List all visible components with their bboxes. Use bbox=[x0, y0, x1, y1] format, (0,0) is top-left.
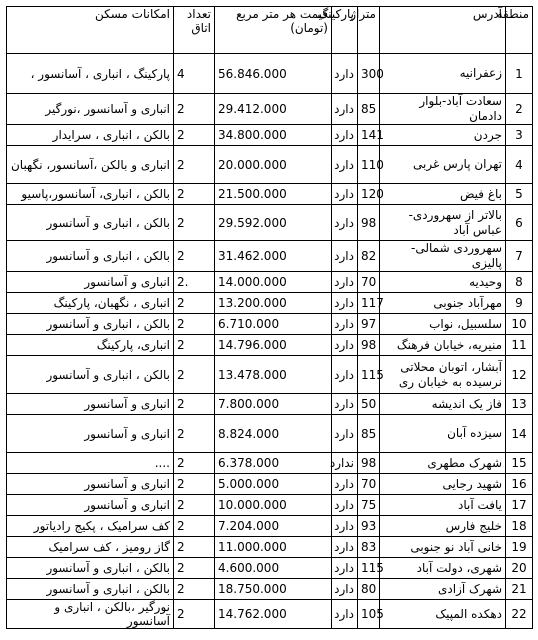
cell-zone: 9 bbox=[506, 293, 533, 314]
cell-rooms: 2 bbox=[174, 94, 215, 125]
cell-zone: 22 bbox=[506, 600, 533, 629]
cell-parking: ندارد bbox=[332, 453, 358, 474]
cell-rooms: 2 bbox=[174, 241, 215, 272]
cell-zone: 1 bbox=[506, 54, 533, 94]
cell-parking: دارد bbox=[332, 495, 358, 516]
cell-parking: دارد bbox=[332, 94, 358, 125]
cell-address: شهری، دولت آباد bbox=[380, 558, 506, 579]
table-row bbox=[7, 241, 533, 272]
cell-amenities: انباری و بالکن ،آسانسور، نگهبان bbox=[7, 146, 174, 184]
cell-zone: 13 bbox=[506, 394, 533, 415]
table-row bbox=[7, 54, 533, 94]
cell-rooms: 2 bbox=[174, 394, 215, 415]
cell-address: سلسبیل، نواب bbox=[380, 314, 506, 335]
cell-address: خانی آباد نو جنوبی bbox=[380, 537, 506, 558]
cell-zone: 3 bbox=[506, 125, 533, 146]
cell-address: فاز یک اندیشه bbox=[380, 394, 506, 415]
table-row bbox=[7, 453, 533, 474]
table-row bbox=[7, 272, 533, 293]
cell-area: 75 bbox=[358, 495, 380, 516]
cell-amenities: گاز رومیز ، کف سرامیک bbox=[7, 537, 174, 558]
cell-address: زعفرانیه bbox=[380, 54, 506, 94]
cell-area: 141 bbox=[358, 125, 380, 146]
cell-area: 85 bbox=[358, 415, 380, 453]
table-row bbox=[7, 146, 533, 184]
cell-price: 5.000.000 bbox=[215, 474, 332, 495]
cell-parking: دارد bbox=[332, 516, 358, 537]
table-row bbox=[7, 335, 533, 356]
table-row bbox=[7, 537, 533, 558]
cell-price: 20.000.000 bbox=[215, 146, 332, 184]
cell-parking: دارد bbox=[332, 125, 358, 146]
table-row bbox=[7, 184, 533, 205]
header-address: آدرس bbox=[380, 7, 506, 54]
header-row bbox=[7, 7, 533, 54]
header-amenities: امکانات مسکن bbox=[7, 7, 174, 54]
cell-amenities: بالکن ، انباری و آسانسور bbox=[7, 314, 174, 335]
cell-zone: 15 bbox=[506, 453, 533, 474]
cell-rooms: 2 bbox=[174, 600, 215, 629]
cell-address: سهروردی شمالی-پالیزی bbox=[380, 241, 506, 272]
table-row bbox=[7, 94, 533, 125]
cell-zone: 2 bbox=[506, 94, 533, 125]
table-row bbox=[7, 495, 533, 516]
cell-area: 80 bbox=[358, 579, 380, 600]
cell-price: 29.412.000 bbox=[215, 94, 332, 125]
table-row bbox=[7, 415, 533, 453]
cell-price: 8.824.000 bbox=[215, 415, 332, 453]
cell-zone: 21 bbox=[506, 579, 533, 600]
cell-price: 14.762.000 bbox=[215, 600, 332, 629]
cell-address: بالاتر از سهروردی- عباس آباد bbox=[380, 205, 506, 241]
cell-address: شهرک آزادی bbox=[380, 579, 506, 600]
cell-rooms: 2 bbox=[174, 516, 215, 537]
cell-price: 21.500.000 bbox=[215, 184, 332, 205]
cell-amenities: بالکن ، انباری و آسانسور bbox=[7, 205, 174, 241]
cell-address: خلیج فارس bbox=[380, 516, 506, 537]
table-row bbox=[7, 314, 533, 335]
cell-address: شهرک مطهری bbox=[380, 453, 506, 474]
cell-address: سیزده آبان bbox=[380, 415, 506, 453]
header-parking: پارکینگ bbox=[332, 7, 358, 54]
table-row bbox=[7, 293, 533, 314]
cell-amenities: انباری و آسانسور bbox=[7, 415, 174, 453]
cell-address: مهرآباد جنوبی bbox=[380, 293, 506, 314]
cell-price: 18.750.000 bbox=[215, 579, 332, 600]
cell-area: 110 bbox=[358, 146, 380, 184]
cell-amenities: انباری، پارکینگ bbox=[7, 335, 174, 356]
table-row bbox=[7, 474, 533, 495]
cell-parking: دارد bbox=[332, 54, 358, 94]
cell-amenities: نورگیر ،بالکن ، انباری و آسانسور bbox=[7, 600, 174, 629]
cell-parking: دارد bbox=[332, 272, 358, 293]
cell-rooms: 2 bbox=[174, 415, 215, 453]
cell-address: تهران پارس غربی bbox=[380, 146, 506, 184]
cell-price: 13.478.000 bbox=[215, 356, 332, 394]
cell-area: 83 bbox=[358, 537, 380, 558]
cell-address: باغ فیض bbox=[380, 184, 506, 205]
table-row bbox=[7, 356, 533, 394]
cell-price: 14.796.000 bbox=[215, 335, 332, 356]
cell-zone: 12 bbox=[506, 356, 533, 394]
cell-area: 120 bbox=[358, 184, 380, 205]
cell-area: 85 bbox=[358, 94, 380, 125]
cell-address: وحیدیه bbox=[380, 272, 506, 293]
cell-amenities: انباری ، نگهبان، پارکینگ bbox=[7, 293, 174, 314]
cell-parking: دارد bbox=[332, 335, 358, 356]
cell-parking: دارد bbox=[332, 558, 358, 579]
cell-area: 98 bbox=[358, 335, 380, 356]
cell-amenities: بالکن ، انباری و آسانسور bbox=[7, 579, 174, 600]
cell-zone: 11 bbox=[506, 335, 533, 356]
table-row bbox=[7, 579, 533, 600]
cell-zone: 8 bbox=[506, 272, 533, 293]
cell-parking: دارد bbox=[332, 146, 358, 184]
header-price: قیمت هر متر مربع (تومان) bbox=[215, 7, 332, 54]
cell-rooms: 2 bbox=[174, 537, 215, 558]
header-rooms: تعداد اتاق bbox=[174, 7, 215, 54]
cell-rooms: 2 bbox=[174, 314, 215, 335]
table-body bbox=[7, 54, 533, 629]
cell-rooms: 2 bbox=[174, 495, 215, 516]
cell-amenities: بالکن ، انباری و آسانسور bbox=[7, 558, 174, 579]
cell-rooms: 2 bbox=[174, 184, 215, 205]
cell-parking: دارد bbox=[332, 293, 358, 314]
cell-rooms: 2 bbox=[174, 125, 215, 146]
cell-rooms: 2 bbox=[174, 293, 215, 314]
cell-area: 115 bbox=[358, 356, 380, 394]
cell-rooms: 2 bbox=[174, 579, 215, 600]
cell-area: 93 bbox=[358, 516, 380, 537]
cell-price: 56.846.000 bbox=[215, 54, 332, 94]
cell-rooms: 2 bbox=[174, 453, 215, 474]
cell-parking: دارد bbox=[332, 579, 358, 600]
cell-area: 105 bbox=[358, 600, 380, 629]
cell-zone: 4 bbox=[506, 146, 533, 184]
table-row bbox=[7, 558, 533, 579]
header-zone: منطقه bbox=[506, 7, 533, 54]
cell-price: 7.800.000 bbox=[215, 394, 332, 415]
cell-amenities: .... bbox=[7, 453, 174, 474]
cell-area: 50 bbox=[358, 394, 380, 415]
cell-area: 82 bbox=[358, 241, 380, 272]
cell-zone: 14 bbox=[506, 415, 533, 453]
cell-area: 97 bbox=[358, 314, 380, 335]
cell-zone: 20 bbox=[506, 558, 533, 579]
cell-area: 115 bbox=[358, 558, 380, 579]
cell-price: 7.204.000 bbox=[215, 516, 332, 537]
cell-price: 4.600.000 bbox=[215, 558, 332, 579]
cell-parking: دارد bbox=[332, 600, 358, 629]
cell-area: 117 bbox=[358, 293, 380, 314]
cell-zone: 5 bbox=[506, 184, 533, 205]
cell-amenities: انباری و آسانسور bbox=[7, 272, 174, 293]
cell-address: یافت آباد bbox=[380, 495, 506, 516]
cell-price: 6.378.000 bbox=[215, 453, 332, 474]
cell-address: آبشار، اتوبان محلاتی نرسیده به خیابان ری bbox=[380, 356, 506, 394]
cell-rooms: 2 bbox=[174, 474, 215, 495]
cell-parking: دارد bbox=[332, 537, 358, 558]
cell-address: منیریه، خیابان فرهنگ bbox=[380, 335, 506, 356]
cell-area: 70 bbox=[358, 272, 380, 293]
cell-parking: دارد bbox=[332, 415, 358, 453]
cell-price: 31.462.000 bbox=[215, 241, 332, 272]
cell-price: 14.000.000 bbox=[215, 272, 332, 293]
cell-parking: دارد bbox=[332, 184, 358, 205]
cell-zone: 19 bbox=[506, 537, 533, 558]
table-row bbox=[7, 394, 533, 415]
cell-area: 300 bbox=[358, 54, 380, 94]
cell-area: 70 bbox=[358, 474, 380, 495]
cell-amenities: انباری و آسانسور bbox=[7, 474, 174, 495]
cell-rooms: 2 bbox=[174, 335, 215, 356]
cell-amenities: بالکن ، انباری ، سرایدار bbox=[7, 125, 174, 146]
cell-amenities: کف سرامیک ، پکیج رادیاتور bbox=[7, 516, 174, 537]
table-row bbox=[7, 600, 533, 629]
cell-zone: 17 bbox=[506, 495, 533, 516]
cell-parking: دارد bbox=[332, 205, 358, 241]
cell-parking: دارد bbox=[332, 241, 358, 272]
cell-rooms: 2 bbox=[174, 356, 215, 394]
cell-amenities: بالکن ، انباری و آسانسور bbox=[7, 356, 174, 394]
cell-zone: 18 bbox=[506, 516, 533, 537]
cell-amenities: انباری و آسانسور bbox=[7, 394, 174, 415]
table-row bbox=[7, 205, 533, 241]
cell-zone: 10 bbox=[506, 314, 533, 335]
housing-table bbox=[6, 6, 533, 629]
cell-area: 98 bbox=[358, 453, 380, 474]
cell-amenities: پارکینگ ، انباری ، آسانسور ، bbox=[7, 54, 174, 94]
cell-price: 10.000.000 bbox=[215, 495, 332, 516]
cell-address: شهید رجایی bbox=[380, 474, 506, 495]
cell-address: جردن bbox=[380, 125, 506, 146]
cell-amenities: انباری و آسانسور bbox=[7, 495, 174, 516]
cell-address: سعادت آباد-بلوار دادمان bbox=[380, 94, 506, 125]
cell-area: 98 bbox=[358, 205, 380, 241]
cell-rooms: 2 bbox=[174, 558, 215, 579]
cell-price: 34.800.000 bbox=[215, 125, 332, 146]
cell-zone: 6 bbox=[506, 205, 533, 241]
cell-parking: دارد bbox=[332, 394, 358, 415]
cell-price: 13.200.000 bbox=[215, 293, 332, 314]
cell-zone: 16 bbox=[506, 474, 533, 495]
cell-amenities: بالکن ، انباری و آسانسور bbox=[7, 241, 174, 272]
cell-rooms: 2. bbox=[174, 272, 215, 293]
cell-zone: 7 bbox=[506, 241, 533, 272]
table-row bbox=[7, 516, 533, 537]
cell-address: دهکده المپیک bbox=[380, 600, 506, 629]
header-area: متراژ bbox=[358, 7, 380, 54]
cell-rooms: 4 bbox=[174, 54, 215, 94]
cell-parking: دارد bbox=[332, 474, 358, 495]
cell-amenities: انباری و آسانسور ،نورگیر bbox=[7, 94, 174, 125]
cell-parking: دارد bbox=[332, 314, 358, 335]
cell-rooms: 2 bbox=[174, 205, 215, 241]
cell-price: 29.592.000 bbox=[215, 205, 332, 241]
table-row bbox=[7, 125, 533, 146]
cell-parking: دارد bbox=[332, 356, 358, 394]
cell-amenities: بالکن ، انباری، آسانسور،پاسیو bbox=[7, 184, 174, 205]
cell-price: 11.000.000 bbox=[215, 537, 332, 558]
cell-price: 6.710.000 bbox=[215, 314, 332, 335]
cell-rooms: 2 bbox=[174, 146, 215, 184]
